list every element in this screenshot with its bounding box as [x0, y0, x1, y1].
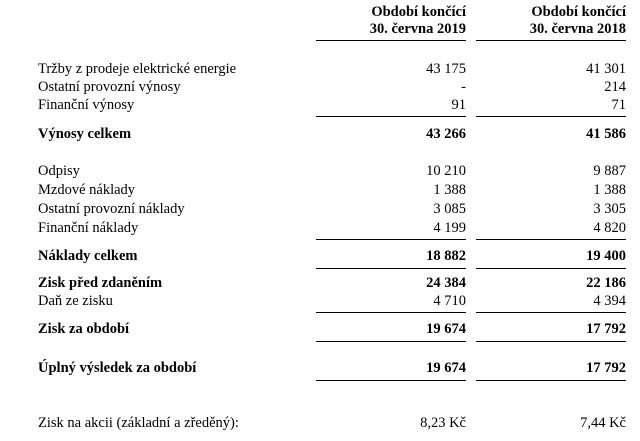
row-mzdove-naklady	[0, 181, 640, 200]
subtotal-rule-2019	[316, 268, 466, 269]
row-label: Náklady celkem	[38, 248, 138, 264]
row-value-2018: 22 186	[586, 275, 626, 291]
row-vynosy-celkem	[0, 125, 640, 144]
row-value-2018: 41 586	[586, 126, 626, 142]
total-rule-2019	[316, 380, 466, 381]
row-financni-vynosy	[0, 96, 640, 115]
row-label: Tržby z prodeje elektrické energie	[38, 61, 237, 77]
row-value-2019: 91	[451, 97, 466, 113]
row-ostatni-provozni-naklady	[0, 200, 640, 219]
row-value-2019: 19 674	[426, 360, 466, 376]
row-trzby	[0, 60, 640, 79]
row-label: Finanční náklady	[38, 220, 139, 236]
subtotal-rule-2019	[316, 239, 466, 240]
row-label: Úplný výsledek za období	[38, 360, 197, 376]
row-label: Ostatní provozní výnosy	[38, 79, 181, 95]
row-value-2019: 8,23 Kč	[420, 415, 466, 431]
row-value-2018: 17 792	[586, 360, 626, 376]
row-financni-naklady	[0, 219, 640, 238]
row-value-2018: 214	[604, 79, 626, 95]
row-value-2019: 18 882	[426, 248, 466, 264]
row-label: Zisk před zdaněním	[38, 275, 163, 291]
row-value-2018: 41 301	[586, 61, 626, 77]
row-value-2019: 4 199	[433, 220, 466, 236]
row-label: Výnosy celkem	[38, 126, 132, 142]
row-value-2018: 3 305	[593, 201, 626, 217]
row-zisk-za-obdobi	[0, 320, 640, 339]
row-value-2018: 1 388	[593, 182, 626, 198]
row-label: Ostatní provozní náklady	[38, 201, 185, 217]
column-header-2019	[316, 4, 466, 38]
row-value-2018: 17 792	[586, 321, 626, 337]
row-odpisy	[0, 162, 640, 181]
total-rule-2018	[476, 380, 626, 381]
subtotal-rule-2018	[476, 116, 626, 117]
row-label: Zisk za období	[38, 321, 130, 337]
subtotal-rule-2018	[476, 268, 626, 269]
row-uplny-vysledek	[0, 359, 640, 378]
row-value-2019: 1 388	[433, 182, 466, 198]
row-value-2019: 19 674	[426, 321, 466, 337]
row-label: Finanční výnosy	[38, 97, 135, 113]
header-rule-2018	[476, 40, 626, 41]
column-header-2018-line1: Období končící	[531, 4, 626, 20]
row-value-2018: 4 394	[593, 293, 626, 309]
subtotal-rule-2018	[476, 312, 626, 313]
header-rule-2019	[316, 40, 466, 41]
row-value-2018: 19 400	[586, 248, 626, 264]
row-value-2019: 43 266	[426, 126, 466, 142]
column-header-2019-line2: 30. června 2019	[369, 21, 466, 37]
row-label: Mzdové náklady	[38, 182, 136, 198]
row-value-2019: 4 710	[433, 293, 466, 309]
column-header-2019-line1: Období končící	[371, 4, 466, 20]
row-value-2019: 10 210	[426, 163, 466, 179]
row-value-2019: 3 085	[433, 201, 466, 217]
row-value-2018: 7,44 Kč	[580, 415, 626, 431]
row-value-2018: 71	[611, 97, 626, 113]
row-label: Zisk na akcii (základní a zředěný):	[38, 415, 239, 431]
total-rule-2018	[476, 341, 626, 342]
subtotal-rule-2019	[316, 116, 466, 117]
total-rule-2019	[316, 341, 466, 342]
row-ostatni-provozni-vynosy	[0, 78, 640, 97]
row-zisk-pred-zdanenim	[0, 274, 640, 293]
subtotal-rule-2019	[316, 312, 466, 313]
column-header-2018	[476, 4, 626, 38]
row-value-2018: 4 820	[593, 220, 626, 236]
row-value-2019: 24 384	[426, 275, 466, 291]
row-zisk-na-akcii	[0, 414, 640, 433]
subtotal-rule-2018	[476, 239, 626, 240]
row-label: Odpisy	[38, 163, 80, 179]
column-header-2018-line2: 30. června 2018	[529, 21, 626, 37]
row-value-2019: -	[461, 79, 466, 95]
row-label: Daň ze zisku	[38, 293, 113, 309]
row-value-2019: 43 175	[426, 61, 466, 77]
row-value-2018: 9 887	[593, 163, 626, 179]
row-naklady-celkem	[0, 247, 640, 266]
row-dan-ze-zisku	[0, 292, 640, 311]
